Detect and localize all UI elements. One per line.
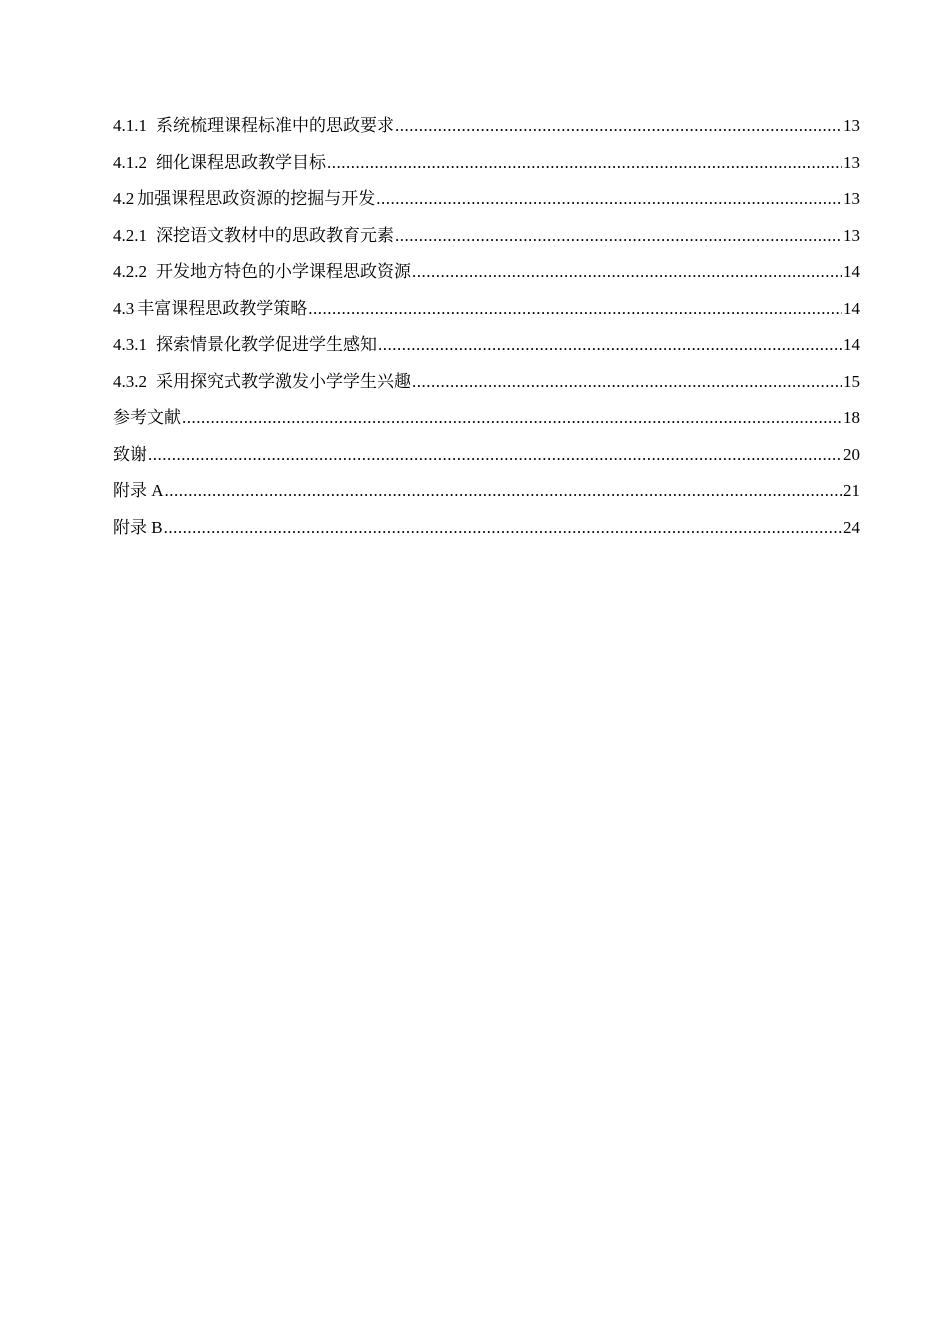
toc-dot-leader bbox=[395, 224, 842, 248]
toc-entry-number: 4.1.1 bbox=[113, 116, 147, 135]
toc-dot-leader bbox=[165, 479, 842, 503]
toc-entry-page: 13 bbox=[843, 116, 860, 135]
toc-entry[interactable] bbox=[113, 187, 860, 224]
toc-entry[interactable] bbox=[113, 406, 860, 443]
toc-entry-title: 深挖语文教材中的思政教育元素 bbox=[156, 225, 394, 245]
toc-entry-title: 参考文献 bbox=[113, 408, 181, 427]
toc-entry-page: 20 bbox=[843, 444, 860, 464]
toc-entry[interactable] bbox=[113, 333, 860, 370]
toc-entry[interactable] bbox=[113, 224, 860, 261]
toc-entry-page: 21 bbox=[843, 481, 860, 500]
toc-entry-title: 探索情景化教学促进学生感知 bbox=[156, 335, 377, 354]
toc-entry-number: 4.3.2 bbox=[113, 371, 147, 391]
toc-entry-page: 13 bbox=[843, 189, 860, 208]
toc-entry[interactable] bbox=[113, 479, 860, 516]
toc-entry[interactable] bbox=[113, 114, 860, 151]
toc-dot-leader bbox=[395, 114, 842, 138]
toc-entry[interactable] bbox=[113, 370, 860, 407]
toc-entry-number: 4.1.2 bbox=[113, 152, 147, 172]
toc-entry[interactable] bbox=[113, 443, 860, 480]
toc-entry-title: 系统梳理课程标准中的思政要求 bbox=[156, 116, 394, 135]
toc-entry-number: 4.2 bbox=[113, 189, 135, 208]
toc-dot-leader bbox=[148, 443, 842, 467]
toc-entry-page: 13 bbox=[843, 152, 860, 172]
toc-entry-title: 开发地方特色的小学课程思政资源 bbox=[156, 262, 411, 281]
toc-entry-title: 附录 B bbox=[113, 517, 163, 537]
toc-entry-page: 18 bbox=[843, 408, 860, 427]
toc-entry-number: 4.3 bbox=[113, 298, 135, 318]
toc-entry[interactable] bbox=[113, 151, 860, 188]
toc-entry-page: 13 bbox=[843, 225, 860, 245]
toc-entry-page: 14 bbox=[843, 298, 860, 318]
toc-dot-leader bbox=[308, 297, 842, 321]
toc-entry[interactable] bbox=[113, 297, 860, 334]
toc-dot-leader bbox=[412, 370, 842, 394]
toc-entry-title: 加强课程思政资源的挖掘与开发 bbox=[137, 189, 376, 208]
table-of-contents bbox=[113, 114, 860, 552]
toc-entry-title: 丰富课程思政教学策略 bbox=[137, 298, 308, 318]
toc-entry-page: 24 bbox=[843, 517, 860, 537]
toc-entry-number: 4.2.1 bbox=[113, 225, 147, 245]
toc-entry-page: 14 bbox=[843, 262, 860, 281]
toc-entry-number: 4.2.2 bbox=[113, 262, 147, 281]
toc-dot-leader bbox=[376, 187, 842, 211]
toc-entry-number: 4.3.1 bbox=[113, 335, 147, 354]
toc-dot-leader bbox=[378, 333, 842, 357]
toc-entry-title: 采用探究式教学激发小学学生兴趣 bbox=[156, 371, 411, 391]
toc-dot-leader bbox=[412, 260, 842, 284]
toc-entry[interactable] bbox=[113, 260, 860, 297]
toc-dot-leader bbox=[182, 406, 842, 430]
toc-entry-page: 15 bbox=[843, 371, 860, 391]
toc-dot-leader bbox=[327, 151, 842, 175]
toc-dot-leader bbox=[164, 516, 842, 540]
toc-entry-page: 14 bbox=[843, 335, 860, 354]
toc-entry-title: 细化课程思政教学目标 bbox=[156, 152, 326, 172]
toc-entry-title: 附录 A bbox=[113, 481, 164, 500]
toc-entry[interactable] bbox=[113, 516, 860, 553]
toc-entry-title: 致谢 bbox=[113, 444, 147, 464]
